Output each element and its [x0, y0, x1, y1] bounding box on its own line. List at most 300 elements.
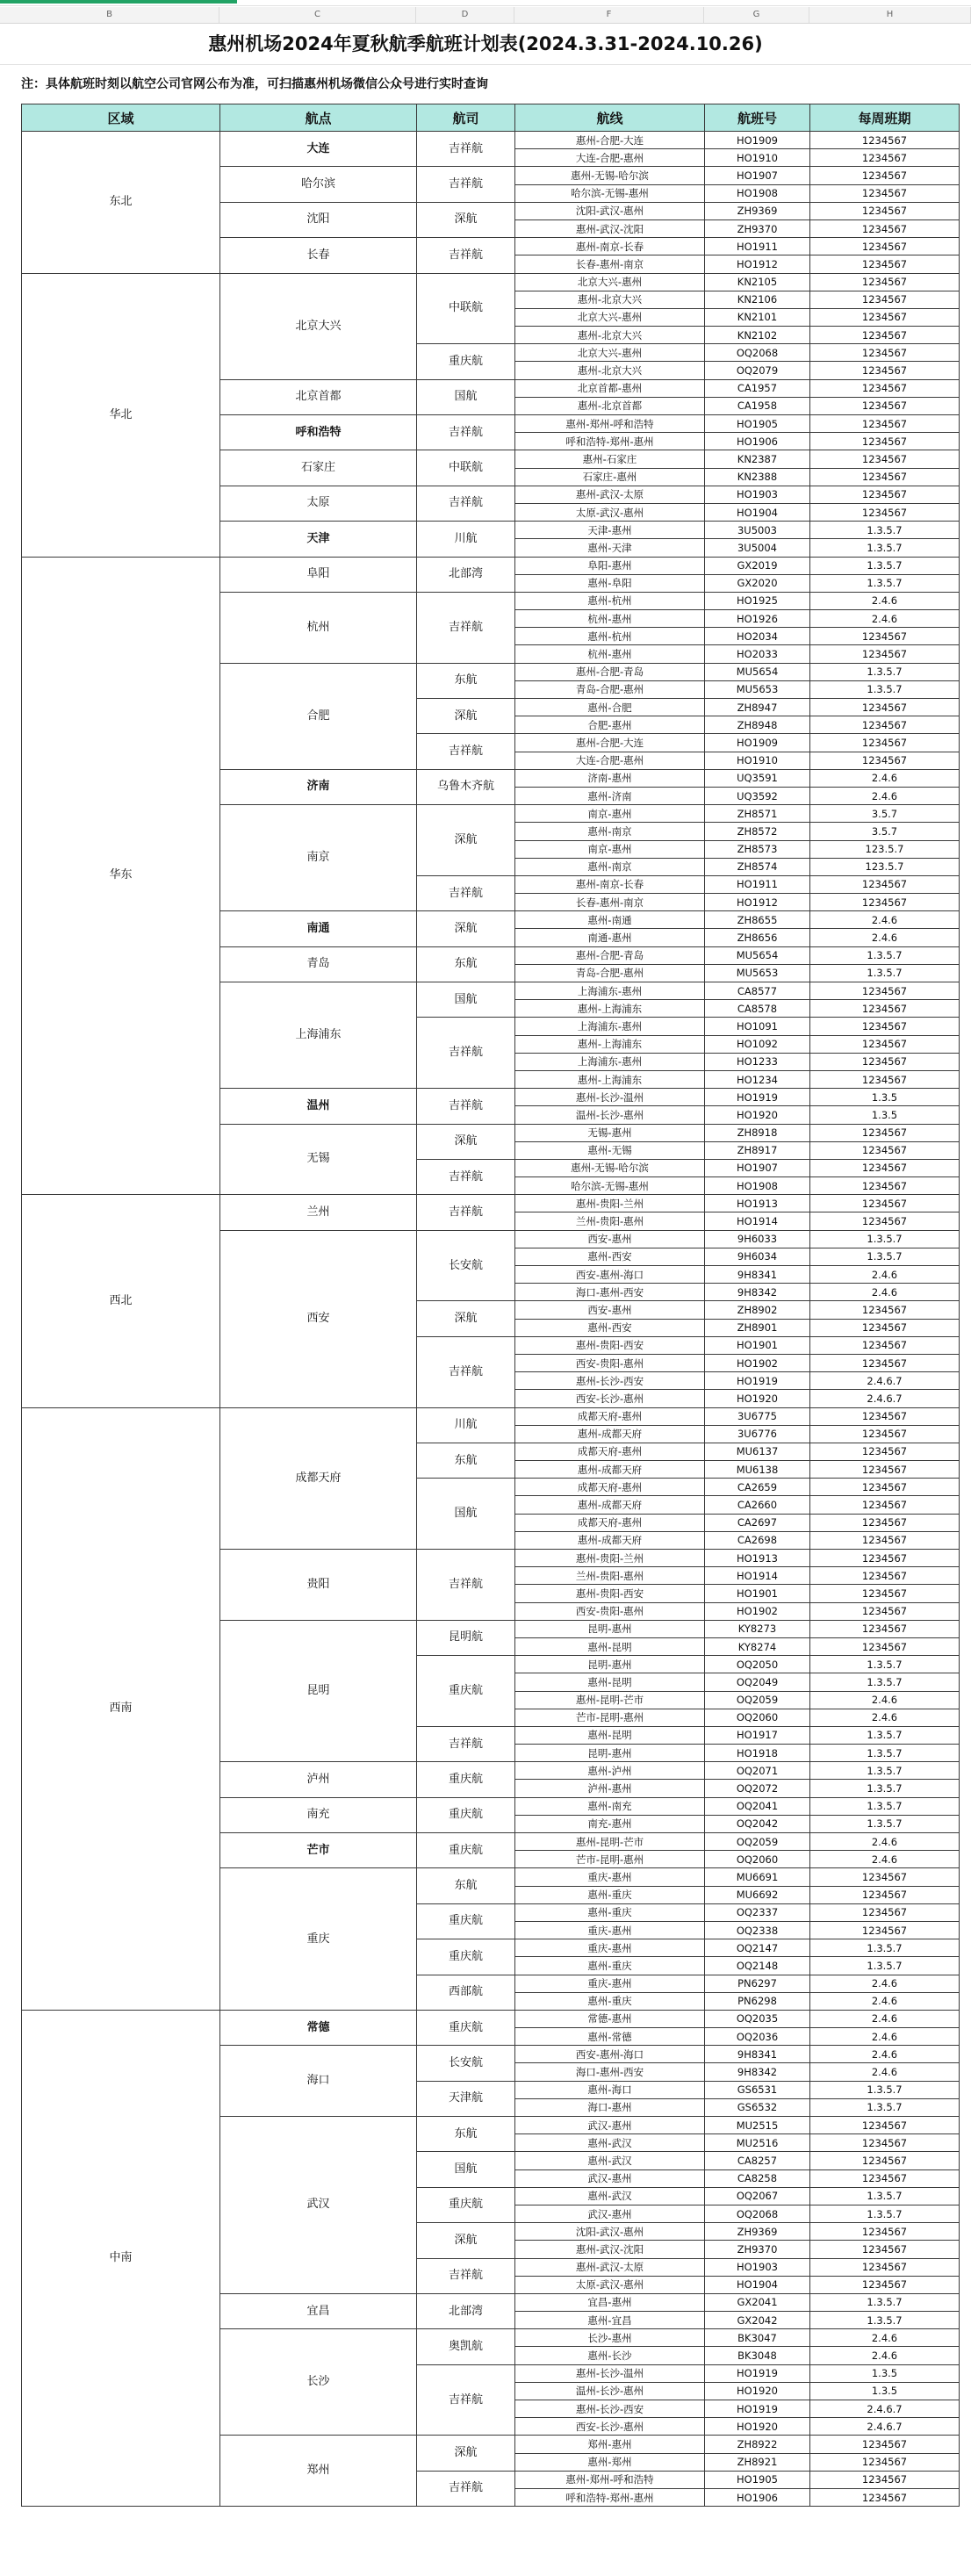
flight-no-cell[interactable]: HO1907: [705, 167, 810, 184]
schedule-cell[interactable]: 2.4.6: [810, 1709, 960, 1726]
flight-no-cell[interactable]: ZH8922: [705, 2436, 810, 2453]
route-cell[interactable]: 惠州-合肥-青岛: [515, 946, 705, 964]
flight-no-cell[interactable]: MU6138: [705, 1461, 810, 1479]
schedule-cell[interactable]: 1.3.5.7: [810, 964, 960, 982]
schedule-cell[interactable]: 3.5.7: [810, 805, 960, 823]
flight-no-cell[interactable]: OQ2035: [705, 2010, 810, 2027]
schedule-cell[interactable]: 1234567: [810, 1585, 960, 1602]
route-cell[interactable]: 北京大兴-惠州: [515, 344, 705, 362]
schedule-cell[interactable]: 1.3.5.7: [810, 680, 960, 698]
column-letter-header[interactable]: [0, 7, 971, 24]
schedule-cell[interactable]: 2.4.6: [810, 1992, 960, 2010]
destination-cell[interactable]: 上海浦东: [220, 982, 417, 1089]
schedule-cell[interactable]: 1234567: [810, 1531, 960, 1549]
route-cell[interactable]: 长沙-惠州: [515, 2329, 705, 2347]
flight-no-cell[interactable]: OQ2042: [705, 1815, 810, 1832]
route-cell[interactable]: 惠州-无锡-哈尔滨: [515, 167, 705, 184]
route-cell[interactable]: 惠州-郑州-呼和浩特: [515, 415, 705, 433]
flight-no-cell[interactable]: 3U5004: [705, 539, 810, 557]
schedule-cell[interactable]: 2.4.6.7: [810, 1390, 960, 1407]
route-cell[interactable]: 惠州-海口: [515, 2081, 705, 2098]
schedule-cell[interactable]: 1234567: [810, 2134, 960, 2152]
schedule-cell[interactable]: 1234567: [810, 1461, 960, 1479]
schedule-cell[interactable]: 1234567: [810, 415, 960, 433]
flight-no-cell[interactable]: HO1903: [705, 486, 810, 503]
flight-no-cell[interactable]: MU5653: [705, 964, 810, 982]
column-letter-d[interactable]: D: [416, 7, 514, 23]
airline-cell[interactable]: 吉祥航: [417, 1018, 515, 1089]
schedule-cell[interactable]: 1234567: [810, 379, 960, 397]
schedule-cell[interactable]: 1.3.5.7: [810, 2293, 960, 2311]
schedule-cell[interactable]: 1234567: [810, 1407, 960, 1425]
airline-cell[interactable]: 国航: [417, 2152, 515, 2187]
route-cell[interactable]: 惠州-成都天府: [515, 1425, 705, 1443]
destination-cell[interactable]: 北京大兴: [220, 273, 417, 379]
schedule-cell[interactable]: 1234567: [810, 628, 960, 645]
flight-no-cell[interactable]: GX2019: [705, 557, 810, 574]
route-cell[interactable]: 西安-惠州: [515, 1301, 705, 1319]
route-cell[interactable]: 惠州-无锡: [515, 1141, 705, 1159]
schedule-cell[interactable]: 1234567: [810, 291, 960, 308]
destination-cell[interactable]: 泸州: [220, 1762, 417, 1797]
airline-cell[interactable]: 深航: [417, 699, 515, 734]
route-cell[interactable]: 郑州-惠州: [515, 2436, 705, 2453]
schedule-cell[interactable]: 1234567: [810, 1479, 960, 1496]
route-cell[interactable]: 惠州-成都天府: [515, 1496, 705, 1514]
airline-cell[interactable]: 重庆航: [417, 1939, 515, 1975]
flight-no-cell[interactable]: MU2515: [705, 2117, 810, 2134]
schedule-cell[interactable]: 1234567: [810, 645, 960, 663]
route-cell[interactable]: 温州-长沙-惠州: [515, 2382, 705, 2400]
airline-cell[interactable]: 长安航: [417, 1230, 515, 1301]
route-cell[interactable]: 重庆-惠州: [515, 1939, 705, 1957]
destination-cell[interactable]: 郑州: [220, 2436, 417, 2507]
schedule-cell[interactable]: 1234567: [810, 238, 960, 255]
route-cell[interactable]: 武汉-惠州: [515, 2117, 705, 2134]
flight-no-cell[interactable]: KN2102: [705, 327, 810, 344]
schedule-cell[interactable]: 1234567: [810, 1195, 960, 1212]
route-cell[interactable]: 惠州-长沙-西安: [515, 2400, 705, 2418]
route-cell[interactable]: 惠州-上海浦东: [515, 1070, 705, 1088]
schedule-cell[interactable]: 1234567: [810, 2241, 960, 2258]
destination-cell[interactable]: 济南: [220, 769, 417, 804]
route-cell[interactable]: 惠州-南京-长春: [515, 875, 705, 893]
flight-no-cell[interactable]: GX2020: [705, 574, 810, 592]
destination-cell[interactable]: 阜阳: [220, 557, 417, 592]
airline-cell[interactable]: 深航: [417, 911, 515, 946]
column-letter-b[interactable]: B: [0, 7, 219, 23]
flight-no-cell[interactable]: GS6532: [705, 2098, 810, 2116]
airline-cell[interactable]: 吉祥航: [417, 2364, 515, 2436]
schedule-cell[interactable]: 1.3.5.7: [810, 522, 960, 539]
flight-no-cell[interactable]: HO1926: [705, 610, 810, 628]
destination-cell[interactable]: 大连: [220, 132, 417, 167]
route-cell[interactable]: 惠州-合肥-青岛: [515, 663, 705, 680]
schedule-cell[interactable]: 1.3.5.7: [810, 539, 960, 557]
airline-cell[interactable]: 吉祥航: [417, 1159, 515, 1194]
route-cell[interactable]: 太原-武汉-惠州: [515, 2276, 705, 2293]
route-cell[interactable]: 西安-惠州-海口: [515, 2046, 705, 2063]
route-cell[interactable]: 惠州-成都天府: [515, 1461, 705, 1479]
flight-no-cell[interactable]: OQ2036: [705, 2028, 810, 2046]
route-cell[interactable]: 海口-惠州-西安: [515, 1284, 705, 1301]
flight-no-cell[interactable]: HO2033: [705, 645, 810, 663]
schedule-cell[interactable]: 1234567: [810, 433, 960, 450]
column-letter-g[interactable]: G: [704, 7, 809, 23]
schedule-cell[interactable]: 1234567: [810, 875, 960, 893]
flight-no-cell[interactable]: OQ2041: [705, 1797, 810, 1815]
flight-no-cell[interactable]: CA1957: [705, 379, 810, 397]
flight-no-cell[interactable]: OQ2071: [705, 1762, 810, 1780]
airline-cell[interactable]: 重庆航: [417, 2187, 515, 2222]
route-cell[interactable]: 惠州-重庆: [515, 1957, 705, 1975]
destination-cell[interactable]: 合肥: [220, 663, 417, 769]
schedule-cell[interactable]: 1.3.5.7: [810, 1939, 960, 1957]
route-cell[interactable]: 大连-合肥-惠州: [515, 149, 705, 167]
destination-cell[interactable]: 兰州: [220, 1195, 417, 1230]
flight-no-cell[interactable]: MU2516: [705, 2134, 810, 2152]
schedule-cell[interactable]: 1234567: [810, 2453, 960, 2471]
schedule-cell[interactable]: 1.3.5.7: [810, 1815, 960, 1832]
route-cell[interactable]: 西安-惠州: [515, 1230, 705, 1248]
flight-no-cell[interactable]: HO1920: [705, 1106, 810, 1124]
schedule-cell[interactable]: 1.3.5: [810, 2382, 960, 2400]
route-cell[interactable]: 南京-惠州: [515, 840, 705, 858]
airline-cell[interactable]: 吉祥航: [417, 592, 515, 663]
route-cell[interactable]: 惠州-南充: [515, 1797, 705, 1815]
airline-cell[interactable]: 中联航: [417, 273, 515, 344]
airline-cell[interactable]: 吉祥航: [417, 1089, 515, 1124]
route-cell[interactable]: 惠州-北京大兴: [515, 291, 705, 308]
route-cell[interactable]: 长春-惠州-南京: [515, 894, 705, 911]
route-cell[interactable]: 惠州-西安: [515, 1248, 705, 1265]
flight-no-cell[interactable]: ZH8572: [705, 823, 810, 840]
flight-no-cell[interactable]: ZH9369: [705, 2223, 810, 2241]
route-cell[interactable]: 北京大兴-惠州: [515, 308, 705, 326]
route-cell[interactable]: 南京-惠州: [515, 805, 705, 823]
route-cell[interactable]: 惠州-武汉-沈阳: [515, 2241, 705, 2258]
schedule-cell[interactable]: 1.3.5.7: [810, 1248, 960, 1265]
flight-no-cell[interactable]: HO1091: [705, 1018, 810, 1035]
schedule-cell[interactable]: 1.3.5.7: [810, 2205, 960, 2222]
flight-no-cell[interactable]: ZH8947: [705, 699, 810, 716]
route-cell[interactable]: 上海浦东-惠州: [515, 982, 705, 1000]
route-cell[interactable]: 惠州-长沙-温州: [515, 2364, 705, 2382]
schedule-cell[interactable]: 1234567: [810, 468, 960, 486]
schedule-cell[interactable]: 2.4.6: [810, 1284, 960, 1301]
flight-no-cell[interactable]: ZH9369: [705, 202, 810, 219]
flight-no-cell[interactable]: KN2387: [705, 450, 810, 468]
schedule-cell[interactable]: 1.3.5.7: [810, 2312, 960, 2329]
route-cell[interactable]: 天津-惠州: [515, 522, 705, 539]
destination-cell[interactable]: 西安: [220, 1230, 417, 1407]
header-region[interactable]: 区域: [22, 104, 220, 132]
schedule-cell[interactable]: 1.3.5.7: [810, 1745, 960, 1762]
flight-no-cell[interactable]: ZH8573: [705, 840, 810, 858]
schedule-cell[interactable]: 2.4.6: [810, 1851, 960, 1868]
route-cell[interactable]: 哈尔滨-无锡-惠州: [515, 184, 705, 202]
schedule-cell[interactable]: 1234567: [810, 1141, 960, 1159]
flight-no-cell[interactable]: HO1909: [705, 132, 810, 149]
schedule-cell[interactable]: 2.4.6.7: [810, 1372, 960, 1390]
airline-cell[interactable]: 深航: [417, 1301, 515, 1336]
route-cell[interactable]: 长春-惠州-南京: [515, 255, 705, 273]
route-cell[interactable]: 惠州-成都天府: [515, 1531, 705, 1549]
flight-no-cell[interactable]: HO1910: [705, 752, 810, 769]
schedule-cell[interactable]: 1234567: [810, 1514, 960, 1531]
flight-no-cell[interactable]: HO1904: [705, 503, 810, 521]
route-cell[interactable]: 呼和浩特-郑州-惠州: [515, 2488, 705, 2506]
airline-cell[interactable]: 重庆航: [417, 1833, 515, 1868]
flight-no-cell[interactable]: CA8257: [705, 2152, 810, 2169]
flight-no-cell[interactable]: 9H8341: [705, 2046, 810, 2063]
flight-no-cell[interactable]: ZH9370: [705, 219, 810, 237]
schedule-cell[interactable]: 2.4.6.7: [810, 2418, 960, 2436]
route-cell[interactable]: 西安-贵阳-惠州: [515, 1602, 705, 1620]
schedule-cell[interactable]: 1234567: [810, 219, 960, 237]
route-cell[interactable]: 杭州-惠州: [515, 610, 705, 628]
route-cell[interactable]: 南通-惠州: [515, 929, 705, 946]
flight-no-cell[interactable]: HO1901: [705, 1336, 810, 1354]
route-cell[interactable]: 惠州-南京-长春: [515, 238, 705, 255]
schedule-cell[interactable]: 1234567: [810, 1053, 960, 1070]
header-destination[interactable]: 航点: [220, 104, 417, 132]
route-cell[interactable]: 惠州-济南: [515, 787, 705, 804]
schedule-cell[interactable]: 2.4.6: [810, 2063, 960, 2081]
schedule-cell[interactable]: 1.3.5.7: [810, 663, 960, 680]
airline-cell[interactable]: 重庆航: [417, 1903, 515, 1939]
flight-no-cell[interactable]: OQ2050: [705, 1656, 810, 1673]
destination-cell[interactable]: 南充: [220, 1797, 417, 1832]
schedule-cell[interactable]: 1234567: [810, 1124, 960, 1141]
route-cell[interactable]: 重庆-惠州: [515, 1975, 705, 1992]
schedule-cell[interactable]: 1234567: [810, 450, 960, 468]
schedule-cell[interactable]: 1234567: [810, 2436, 960, 2453]
route-cell[interactable]: 惠州-武汉-沈阳: [515, 219, 705, 237]
route-cell[interactable]: 上海浦东-惠州: [515, 1018, 705, 1035]
schedule-cell[interactable]: 1234567: [810, 2471, 960, 2488]
flight-no-cell[interactable]: HO1914: [705, 1567, 810, 1585]
airline-cell[interactable]: 重庆航: [417, 1797, 515, 1832]
route-cell[interactable]: 哈尔滨-无锡-惠州: [515, 1177, 705, 1195]
flight-no-cell[interactable]: OQ2337: [705, 1903, 810, 1921]
schedule-cell[interactable]: 1234567: [810, 1212, 960, 1230]
flight-no-cell[interactable]: HO1234: [705, 1070, 810, 1088]
flight-no-cell[interactable]: HO1918: [705, 1745, 810, 1762]
region-cell[interactable]: 西北: [22, 1195, 220, 1407]
route-cell[interactable]: 惠州-昆明: [515, 1673, 705, 1691]
destination-cell[interactable]: 武汉: [220, 2117, 417, 2294]
flight-no-cell[interactable]: ZH9370: [705, 2241, 810, 2258]
column-letter-f[interactable]: F: [514, 7, 704, 23]
schedule-cell[interactable]: 1234567: [810, 132, 960, 149]
schedule-cell[interactable]: 1.3.5.7: [810, 2187, 960, 2205]
flight-no-cell[interactable]: HO1914: [705, 1212, 810, 1230]
route-cell[interactable]: 武汉-惠州: [515, 2169, 705, 2187]
destination-cell[interactable]: 南通: [220, 911, 417, 946]
schedule-cell[interactable]: 1234567: [810, 2169, 960, 2187]
route-cell[interactable]: 惠州-长沙-温州: [515, 1089, 705, 1106]
region-cell[interactable]: 华东: [22, 557, 220, 1195]
route-cell[interactable]: 惠州-上海浦东: [515, 1000, 705, 1018]
airline-cell[interactable]: 重庆航: [417, 2010, 515, 2045]
airline-cell[interactable]: 国航: [417, 1479, 515, 1550]
flight-no-cell[interactable]: 9H6033: [705, 1230, 810, 1248]
flight-no-cell[interactable]: HO1920: [705, 2418, 810, 2436]
route-cell[interactable]: 武汉-惠州: [515, 2205, 705, 2222]
airline-cell[interactable]: 重庆航: [417, 344, 515, 379]
route-cell[interactable]: 惠州-重庆: [515, 1992, 705, 2010]
route-cell[interactable]: 惠州-郑州: [515, 2453, 705, 2471]
destination-cell[interactable]: 青岛: [220, 946, 417, 982]
airline-cell[interactable]: 深航: [417, 805, 515, 876]
airline-cell[interactable]: 重庆航: [417, 1762, 515, 1797]
route-cell[interactable]: 北京大兴-惠州: [515, 273, 705, 291]
flight-no-cell[interactable]: 3U5003: [705, 522, 810, 539]
route-cell[interactable]: 常德-惠州: [515, 2010, 705, 2027]
flight-no-cell[interactable]: CA2659: [705, 1479, 810, 1496]
flight-no-cell[interactable]: CA2698: [705, 1531, 810, 1549]
airline-cell[interactable]: 北部湾: [417, 2293, 515, 2328]
route-cell[interactable]: 惠州-贵阳-西安: [515, 1336, 705, 1354]
schedule-cell[interactable]: 1.3.5.7: [810, 1957, 960, 1975]
route-cell[interactable]: 惠州-泸州: [515, 1762, 705, 1780]
destination-cell[interactable]: 昆明: [220, 1620, 417, 1762]
flight-no-cell[interactable]: HO1911: [705, 238, 810, 255]
route-cell[interactable]: 无锡-惠州: [515, 1124, 705, 1141]
header-airline[interactable]: 航司: [417, 104, 515, 132]
schedule-cell[interactable]: 1234567: [810, 1000, 960, 1018]
schedule-cell[interactable]: 1234567: [810, 2488, 960, 2506]
destination-cell[interactable]: 长春: [220, 238, 417, 273]
flight-no-cell[interactable]: OQ2049: [705, 1673, 810, 1691]
route-cell[interactable]: 阜阳-惠州: [515, 557, 705, 574]
route-cell[interactable]: 重庆-惠州: [515, 1921, 705, 1939]
route-cell[interactable]: 惠州-合肥: [515, 699, 705, 716]
flight-no-cell[interactable]: KN2106: [705, 291, 810, 308]
airline-cell[interactable]: 吉祥航: [417, 238, 515, 273]
route-cell[interactable]: 泸州-惠州: [515, 1780, 705, 1797]
header-weekly-schedule[interactable]: 每周班期: [810, 104, 960, 132]
route-cell[interactable]: 大连-合肥-惠州: [515, 752, 705, 769]
header-route[interactable]: 航线: [515, 104, 705, 132]
route-cell[interactable]: 惠州-武汉-太原: [515, 486, 705, 503]
flight-no-cell[interactable]: OQ2079: [705, 362, 810, 379]
route-cell[interactable]: 惠州-重庆: [515, 1903, 705, 1921]
route-cell[interactable]: 呼和浩特-郑州-惠州: [515, 433, 705, 450]
flight-no-cell[interactable]: HO1920: [705, 2382, 810, 2400]
airline-cell[interactable]: 吉祥航: [417, 132, 515, 167]
flight-no-cell[interactable]: HO1907: [705, 1159, 810, 1176]
flight-no-cell[interactable]: OQ2072: [705, 1780, 810, 1797]
flight-no-cell[interactable]: HO1919: [705, 1372, 810, 1390]
schedule-cell[interactable]: 123.5.7: [810, 858, 960, 875]
route-cell[interactable]: 惠州-北京大兴: [515, 362, 705, 379]
schedule-cell[interactable]: 1234567: [810, 149, 960, 167]
route-cell[interactable]: 重庆-惠州: [515, 1868, 705, 1886]
schedule-cell[interactable]: 1234567: [810, 202, 960, 219]
flight-no-cell[interactable]: ZH8655: [705, 911, 810, 929]
airline-cell[interactable]: 东航: [417, 1443, 515, 1478]
flight-no-cell[interactable]: ZH8901: [705, 1319, 810, 1336]
flight-no-cell[interactable]: CA8258: [705, 2169, 810, 2187]
flight-no-cell[interactable]: 9H8341: [705, 1266, 810, 1284]
schedule-cell[interactable]: 2.4.6: [810, 1266, 960, 1284]
schedule-cell[interactable]: 1.3.5.7: [810, 1656, 960, 1673]
flight-no-cell[interactable]: MU6691: [705, 1868, 810, 1886]
route-cell[interactable]: 惠州-南京: [515, 858, 705, 875]
flight-no-cell[interactable]: ZH8921: [705, 2453, 810, 2471]
destination-cell[interactable]: 太原: [220, 486, 417, 521]
flight-no-cell[interactable]: HO1233: [705, 1053, 810, 1070]
schedule-cell[interactable]: 1234567: [810, 344, 960, 362]
route-cell[interactable]: 石家庄-惠州: [515, 468, 705, 486]
schedule-cell[interactable]: 1234567: [810, 2152, 960, 2169]
flight-no-cell[interactable]: MU6692: [705, 1886, 810, 1903]
destination-cell[interactable]: 海口: [220, 2046, 417, 2117]
flight-no-cell[interactable]: GS6531: [705, 2081, 810, 2098]
flight-no-cell[interactable]: OQ2338: [705, 1921, 810, 1939]
destination-cell[interactable]: 杭州: [220, 592, 417, 663]
airline-cell[interactable]: 东航: [417, 663, 515, 698]
flight-no-cell[interactable]: GX2041: [705, 2293, 810, 2311]
route-cell[interactable]: 海口-惠州: [515, 2098, 705, 2116]
flight-no-cell[interactable]: HO1902: [705, 1354, 810, 1371]
flight-no-cell[interactable]: OQ2059: [705, 1833, 810, 1851]
schedule-cell[interactable]: 1.3.5.7: [810, 1726, 960, 1744]
destination-cell[interactable]: 北京首都: [220, 379, 417, 414]
route-cell[interactable]: 惠州-阜阳: [515, 574, 705, 592]
destination-cell[interactable]: 芒市: [220, 1833, 417, 1868]
schedule-cell[interactable]: 1234567: [810, 486, 960, 503]
schedule-cell[interactable]: 1234567: [810, 752, 960, 769]
schedule-cell[interactable]: 2.4.6: [810, 2347, 960, 2364]
route-cell[interactable]: 惠州-合肥-大连: [515, 734, 705, 752]
destination-cell[interactable]: 宜昌: [220, 2293, 417, 2328]
schedule-cell[interactable]: 1234567: [810, 1319, 960, 1336]
schedule-cell[interactable]: 2.4.6: [810, 2010, 960, 2027]
schedule-cell[interactable]: 2.4.6: [810, 1975, 960, 1992]
schedule-cell[interactable]: 1234567: [810, 1886, 960, 1903]
flight-no-cell[interactable]: HO1903: [705, 2258, 810, 2276]
flight-no-cell[interactable]: UQ3591: [705, 769, 810, 787]
route-cell[interactable]: 济南-惠州: [515, 769, 705, 787]
schedule-cell[interactable]: 1234567: [810, 1637, 960, 1655]
schedule-cell[interactable]: 2.4.6: [810, 911, 960, 929]
route-cell[interactable]: 惠州-昆明-芒市: [515, 1833, 705, 1851]
flight-no-cell[interactable]: HO1912: [705, 255, 810, 273]
airline-cell[interactable]: 天津航: [417, 2081, 515, 2116]
schedule-cell[interactable]: 2.4.6: [810, 1833, 960, 1851]
airline-cell[interactable]: 乌鲁木齐航: [417, 769, 515, 804]
header-flight-no[interactable]: 航班号: [705, 104, 810, 132]
flight-no-cell[interactable]: 9H6034: [705, 1248, 810, 1265]
flight-no-cell[interactable]: 9H8342: [705, 1284, 810, 1301]
schedule-cell[interactable]: 1234567: [810, 2276, 960, 2293]
route-cell[interactable]: 宜昌-惠州: [515, 2293, 705, 2311]
route-cell[interactable]: 惠州-贵阳-兰州: [515, 1550, 705, 1567]
flight-no-cell[interactable]: OQ2060: [705, 1709, 810, 1726]
flight-no-cell[interactable]: MU5654: [705, 663, 810, 680]
schedule-cell[interactable]: 1.3.5.7: [810, 2081, 960, 2098]
route-cell[interactable]: 青岛-合肥-惠州: [515, 964, 705, 982]
flight-no-cell[interactable]: HO1906: [705, 433, 810, 450]
route-cell[interactable]: 惠州-无锡-哈尔滨: [515, 1159, 705, 1176]
schedule-cell[interactable]: 1234567: [810, 167, 960, 184]
airline-cell[interactable]: 吉祥航: [417, 1195, 515, 1230]
airline-cell[interactable]: 深航: [417, 202, 515, 237]
flight-no-cell[interactable]: HO1910: [705, 149, 810, 167]
